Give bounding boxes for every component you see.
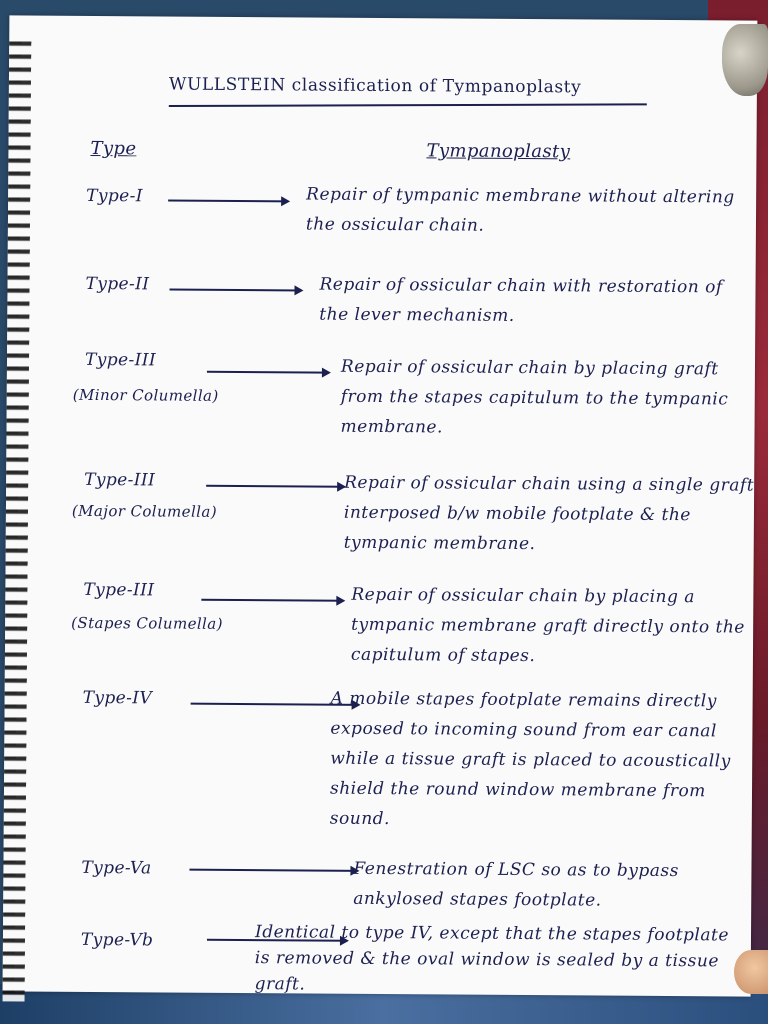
title-underline [169, 103, 647, 107]
column-header-type: Type [90, 137, 137, 160]
row-description: Repair of ossicular chain by placing a tympanic membrane graft directly onto the capitulum of stapes. [350, 584, 745, 667]
row-description: Repair of ossicular chain using a single graft interposed b/w mobile footplate & the tympanic membrane. [343, 472, 755, 555]
row-description: A mobile stapes footplate remains directly exposed to incoming sound from ear canal while a tissue graft is placed to acoustically shield the round window membrane from sound. [329, 688, 731, 830]
row-type-label: Type-III [83, 579, 155, 601]
row-type-label: Type-III [84, 469, 156, 491]
finger [734, 950, 768, 994]
row-type-label: Type-Va [81, 857, 152, 879]
arrow [189, 869, 357, 872]
row-type-label: Type-Vb [80, 929, 154, 951]
arrow [201, 599, 343, 601]
spiral-binding [3, 41, 32, 1001]
column-header-tympanoplasty: Tympanoplasty [426, 140, 571, 163]
row-description: Repair of ossicular chain by placing graft from the stapes capitulum to the tympanic membrane. [340, 356, 729, 438]
binder-clip [722, 24, 768, 96]
arrow [207, 371, 329, 373]
arrow [206, 485, 344, 487]
row-sub-label: (Minor Columella) [72, 385, 219, 405]
arrow [168, 200, 288, 202]
row-description: Fenestration of LSC so as to bypass ankylosed stapes footplate. [353, 858, 679, 911]
row-sub-label: (Major Columella) [71, 501, 218, 521]
row-type-label: Type-II [85, 273, 150, 295]
row-type-label: Type-I [86, 185, 143, 207]
row-sub-label: (Stapes Columella) [71, 613, 223, 633]
notebook-page [3, 15, 758, 996]
row-type-label: Type-IV [82, 687, 153, 709]
row-type-label: Type-III [84, 349, 157, 371]
row-description: Repair of tympanic membrane without altering the ossicular chain. [305, 184, 735, 236]
page-title: WULLSTEIN classification of Tympanoplasty [168, 74, 582, 98]
row-description: Repair of ossicular chain with restoration of the lever mechanism. [319, 274, 723, 326]
row-description: Identical to type IV, except that the stapes footplate is removed & the oval window is sealed by a tissue graft. [254, 922, 729, 995]
arrow [170, 289, 302, 291]
